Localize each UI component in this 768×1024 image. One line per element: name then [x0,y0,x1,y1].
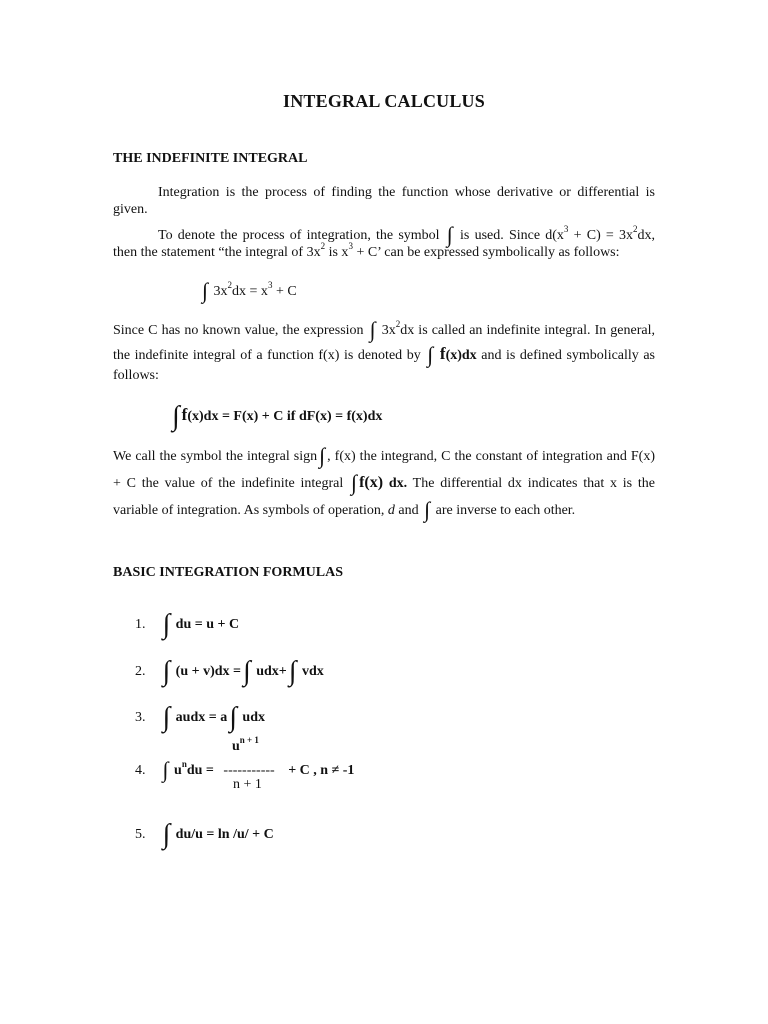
integral-symbol: ∫ [162,702,171,733]
integral-symbol: ∫ [351,470,358,495]
integral-symbol: ∫ [446,222,453,247]
page-title: INTEGRAL CALCULUS [283,91,485,111]
formula-4-numerator: $u^{n + 1}$ [232,735,259,754]
integral-symbol: ∫ [172,401,180,432]
integral-symbol: ∫ [424,497,431,522]
integral-symbol: ∫ [162,656,171,687]
integral-symbol: ∫ [319,443,326,468]
paragraph-notation: To denote the process of integration, the symbol ∫ is used. Since $d(x^3 + C) = 3x^2dx$, then the statement “the integral of $3x^2$ is $x^3 + C$’ can be expressed symbolically as follows: [113,222,656,260]
section-heading-indefinite-integral: THE INDEFINITE INTEGRAL [113,151,308,166]
integral-symbol: ∫ [202,278,209,303]
paragraph-indefinite-integral: Since C has no known value, the expression ∫ $3x^2dx$ is called an indefinite integral. In general, the indefinite integral of a function f(x) is denoted by ∫ f(x)dx and is defined symbolically as follows: [113,317,656,383]
integral-symbol: ∫ [369,317,376,342]
equation-definition: ∫ f(x)dx = F(x) + C if dF(x) = f(x)dx [172,401,383,432]
integral-symbol: ∫ [162,757,169,782]
integral-symbol: ∫ [162,609,171,640]
integral-symbol: ∫ [288,656,297,687]
formula-5: 5. ∫ du/u = ln /u/ + C [135,819,274,850]
formula-1: 1. ∫ du = u + C [135,609,240,640]
integral-symbol: ∫ [243,656,251,687]
formula-2: 2. ∫ (u + v)dx =∫ udx+∫ vdx [135,656,324,687]
paragraph-integration-definition: Integration is the process of finding the function whose derivative or differential is given. [113,185,655,217]
equation-basic-example: ∫ $3x^2dx = x^3 + C$ [202,278,297,303]
formula-4-denominator: n + 1 [233,777,262,792]
integral-symbol: ∫ [229,702,237,733]
formula-3: 3. ∫ audx = a∫ udx [135,702,265,733]
fraction-bar: ----------- [223,763,275,778]
formula-4: 4. ∫ $u^ndu$ = ----------- + C , n ≠ -1 [135,757,355,782]
integral-symbol: ∫ [162,819,171,850]
paragraph-terminology: We call the symbol the integral sign∫ , f(x) the integrand, C the constant of integration and F(x) + C the value of the indefinite integral ∫ f(x) dx. The differential dx indicates that x is the variable of integration. As symbols of operation, d and ∫ are inverse to each other. [113,443,656,522]
integral-symbol: ∫ [427,342,434,367]
section-heading-basic-formulas: BASIC INTEGRATION FORMULAS [113,565,343,580]
